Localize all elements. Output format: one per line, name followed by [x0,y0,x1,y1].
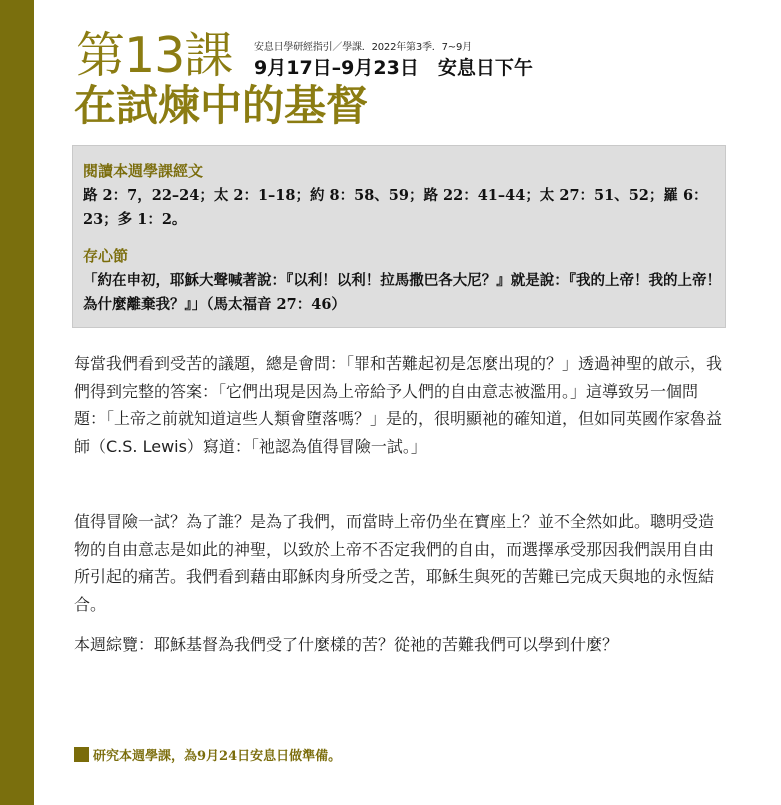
publication-meta: 安息日學研經指引／學課．2022年第3季．7~9月 [254,42,472,53]
memory-verse-text: 「約在申初，耶穌大聲喊著說：『以利！以利！拉馬撒巴各大尼？』就是說：『我的上帝！我的上帝！為什麼離棄我？』」（馬太福音 27：46） [83,272,721,313]
lesson-number: 第13課 [76,27,233,84]
left-accent-bar [0,0,34,805]
lesson-dates: 9月17日–9月23日 安息日下午 [254,57,533,79]
footer-note-text: 研究本週學課，為9月24日安息日做準備。 [93,749,342,764]
reading-heading: 閱讀本週學課經文 [83,162,204,180]
reading-box [72,145,726,328]
square-bullet-icon [74,747,89,762]
footer-note [74,745,341,764]
reading-text: 路 2：7，22–24；太 2：1–18；約 8：58、59；路 22：41–44；太 27：51、52；羅 6：23；多 1：2。 [83,187,708,228]
lesson-title: 在試煉中的基督 [74,81,369,130]
body-paragraph-3: 本週綜覽：耶穌基督為我們受了什麼樣的苦？從祂的苦難我們可以學到什麼？ [74,635,619,654]
body-paragraph-1: 每當我們看到受苦的議題，總是會問：「罪和苦難起初是怎麼出現的？」透過神聖的啟示，我們得到完整的答案：「它們出現是因為上帝給予人們的自由意志被濫用。」這導致另一個問題：「上帝之前就知道這些人類會墮落嗎？」是的，很明顯祂的確知道，但如同英國作家魯益師（C.S. Lewis）寫道：「祂認為值得冒險一試。」 [74,354,723,456]
memory-verse-heading: 存心節 [83,247,129,265]
body-paragraph-2: 值得冒險一試？為了誰？是為了我們，而當時上帝仍坐在寶座上？並不全然如此。聰明受造物的自由意志是如此的神聖，以致於上帝不否定我們的自由，而選擇承受那因我們誤用自由所引起的痛苦。我們看到藉由耶穌肉身所受之苦，耶穌生與死的苦難已完成天與地的永恆結合。 [74,512,715,614]
